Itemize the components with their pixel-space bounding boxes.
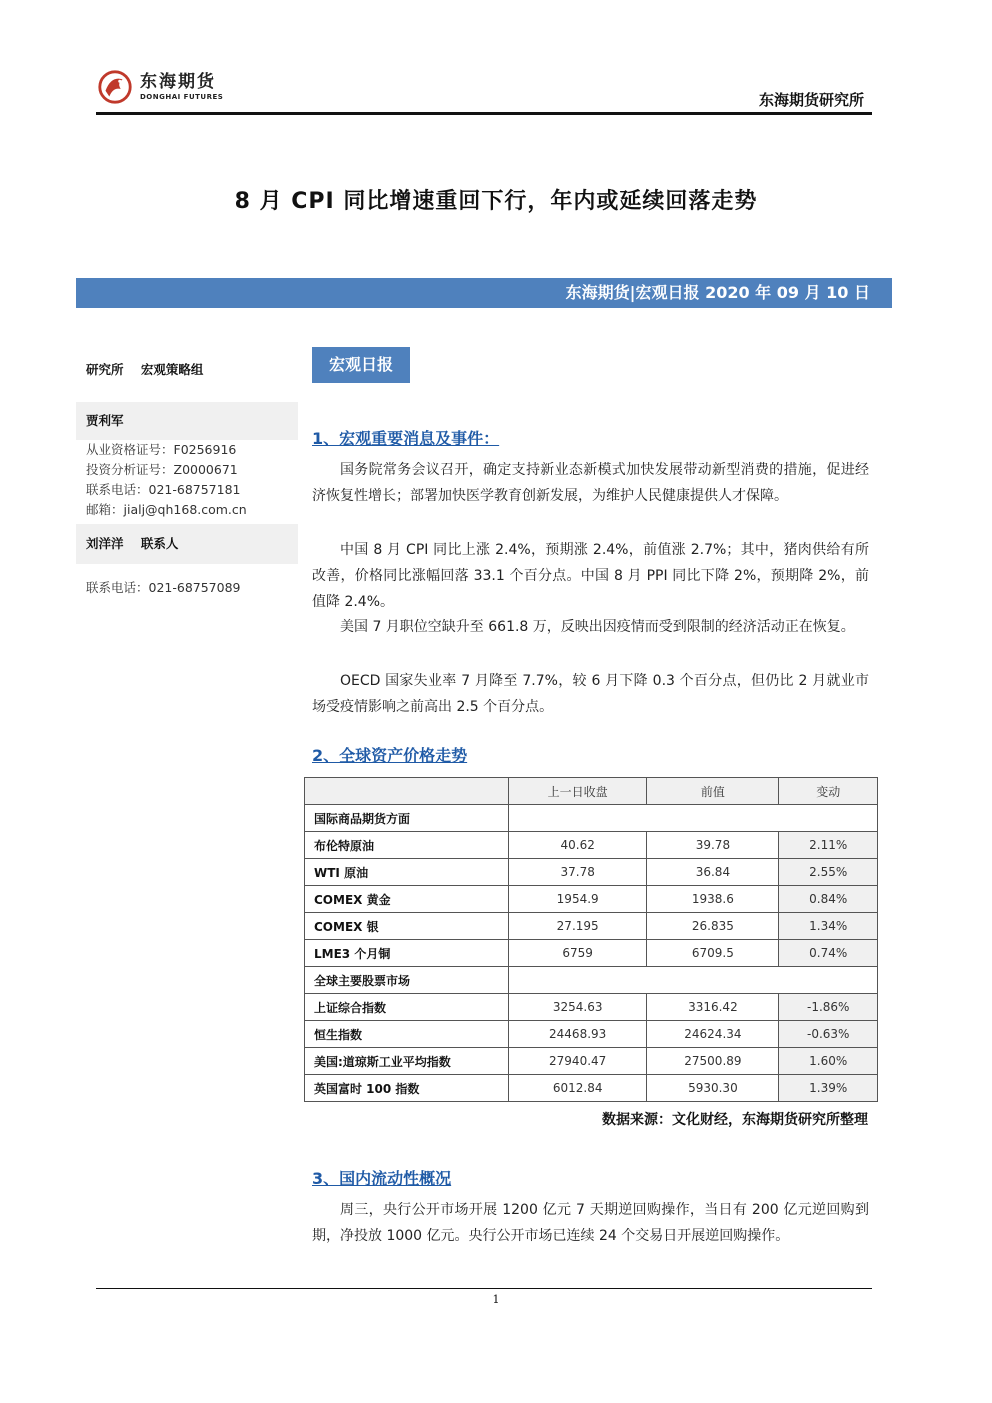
news-paragraph: 中国 8 月 CPI 同比上涨 2.4%，预期涨 2.4%，前值涨 2.7%；其中，猪肉供给有所改善，价格同比涨幅回落 33.1 个百分点。中国 8 月 PPI 同比下降 2%，预期降 2%，前值降 2.4%。 <box>312 542 869 610</box>
row-prev: 5930.30 <box>647 1075 779 1102</box>
liquidity-paragraph: 周三，央行公开市场开展 1200 亿元 7 天期逆回购操作，当日有 200 亿元逆回购到期，净投放 1000 亿元。央行公开市场已连续 24 个交易日开展逆回购操作。 <box>312 1202 869 1244</box>
table-row <box>305 913 878 940</box>
row-change: 2.11% <box>779 832 878 859</box>
contact-name: 刘洋洋 联系人 <box>76 524 298 564</box>
department-label: 研究所 宏观策略组 <box>86 362 204 377</box>
logo-cn-text: 东海期货 <box>140 71 216 92</box>
table-section-row <box>305 805 878 832</box>
analyst-name: 贾利军 <box>76 402 298 440</box>
header-org: 东海期货研究所 <box>758 91 864 109</box>
column-header-prev: 前值 <box>647 778 779 805</box>
row-close: 40.62 <box>509 832 647 859</box>
table-row <box>305 832 878 859</box>
table-row <box>305 1048 878 1075</box>
row-name: 布伦特原油 <box>305 832 509 859</box>
row-name: 上证综合指数 <box>305 994 509 1021</box>
dragon-logo-icon <box>96 68 134 106</box>
row-prev: 36.84 <box>647 859 779 886</box>
row-prev: 26.835 <box>647 913 779 940</box>
column-header-close: 上一日收盘 <box>509 778 647 805</box>
row-change: 0.74% <box>779 940 878 967</box>
row-change: 2.55% <box>779 859 878 886</box>
table-section-row <box>305 967 878 994</box>
row-close: 1954.9 <box>509 886 647 913</box>
news-paragraph: OECD 国家失业率 7 月降至 7.7%，较 6 月下降 0.3 个百分点，但仍比 2 月就业市场受疫情影响之前高出 2.5 个百分点。 <box>312 673 869 715</box>
report-banner: 东海期货|宏观日报 2020 年 09 月 10 日 <box>76 278 892 308</box>
row-change: -0.63% <box>779 1021 878 1048</box>
row-prev: 39.78 <box>647 832 779 859</box>
header-divider <box>96 112 872 115</box>
row-name: WTI 原油 <box>305 859 509 886</box>
asset-price-table <box>304 777 878 1102</box>
data-source-note: 数据来源：文化财经，东海期货研究所整理 <box>602 1112 868 1128</box>
contact-phone: 联系电话：021-68757089 <box>86 580 241 595</box>
logo-en-text: DONGHAI FUTURES <box>140 92 224 101</box>
section-heading-liquidity: 3、国内流动性概况 <box>312 1169 452 1188</box>
section-heading-macro-news: 1、宏观重要消息及事件： <box>312 429 500 448</box>
row-prev: 1938.6 <box>647 886 779 913</box>
analyst-sidebar <box>76 350 298 596</box>
footer-divider <box>96 1288 872 1289</box>
row-close: 6012.84 <box>509 1075 647 1102</box>
report-type-tag: 宏观日报 <box>312 347 410 383</box>
row-name: 美国:道琼斯工业平均指数 <box>305 1048 509 1075</box>
row-change: 1.39% <box>779 1075 878 1102</box>
row-prev: 27500.89 <box>647 1048 779 1075</box>
table-row <box>305 1075 878 1102</box>
row-name: COMEX 黄金 <box>305 886 509 913</box>
news-paragraph: 美国 7 月职位空缺升至 661.8 万，反映出因疫情而受到限制的经济活动正在恢复。 <box>340 619 855 635</box>
table-header-row <box>305 778 878 805</box>
row-close: 24468.93 <box>509 1021 647 1048</box>
analyst-email: 邮箱：jialj@qh168.com.cn <box>86 502 247 517</box>
row-name: 英国富时 100 指数 <box>305 1075 509 1102</box>
column-header-change: 变动 <box>779 778 878 805</box>
row-prev: 24624.34 <box>647 1021 779 1048</box>
row-change: -1.86% <box>779 994 878 1021</box>
analyst-cert: 从业资格证号：F0256916 <box>86 442 237 457</box>
row-prev: 3316.42 <box>647 994 779 1021</box>
analyst-invest-cert: 投资分析证号：Z0000671 <box>86 462 238 477</box>
table-row <box>305 886 878 913</box>
row-change: 1.60% <box>779 1048 878 1075</box>
section-label-commodities: 国际商品期货方面 <box>305 805 509 832</box>
row-name: LME3 个月铜 <box>305 940 509 967</box>
row-close: 27940.47 <box>509 1048 647 1075</box>
row-name: COMEX 银 <box>305 913 509 940</box>
company-logo <box>96 68 223 106</box>
table-row <box>305 994 878 1021</box>
row-change: 0.84% <box>779 886 878 913</box>
table-header-blank <box>305 778 509 805</box>
table-row <box>305 940 878 967</box>
row-close: 27.195 <box>509 913 647 940</box>
row-close: 6759 <box>509 940 647 967</box>
table-row <box>305 1021 878 1048</box>
section-heading-asset-prices: 2、全球资产价格走势 <box>312 746 468 765</box>
news-paragraph: 国务院常务会议召开，确定支持新业态新模式加快发展带动新型消费的措施，促进经济恢复性增长；部署加快医学教育创新发展，为维护人民健康提供人才保障。 <box>312 462 869 504</box>
row-close: 3254.63 <box>509 994 647 1021</box>
row-prev: 6709.5 <box>647 940 779 967</box>
row-close: 37.78 <box>509 859 647 886</box>
analyst-phone: 联系电话：021-68757181 <box>86 482 241 497</box>
table-row <box>305 859 878 886</box>
section-label-equities: 全球主要股票市场 <box>305 967 509 994</box>
page-number: 1 <box>492 1293 500 1306</box>
row-change: 1.34% <box>779 913 878 940</box>
report-title: 8 月 CPI 同比增速重回下行，年内或延续回落走势 <box>234 189 758 214</box>
row-name: 恒生指数 <box>305 1021 509 1048</box>
